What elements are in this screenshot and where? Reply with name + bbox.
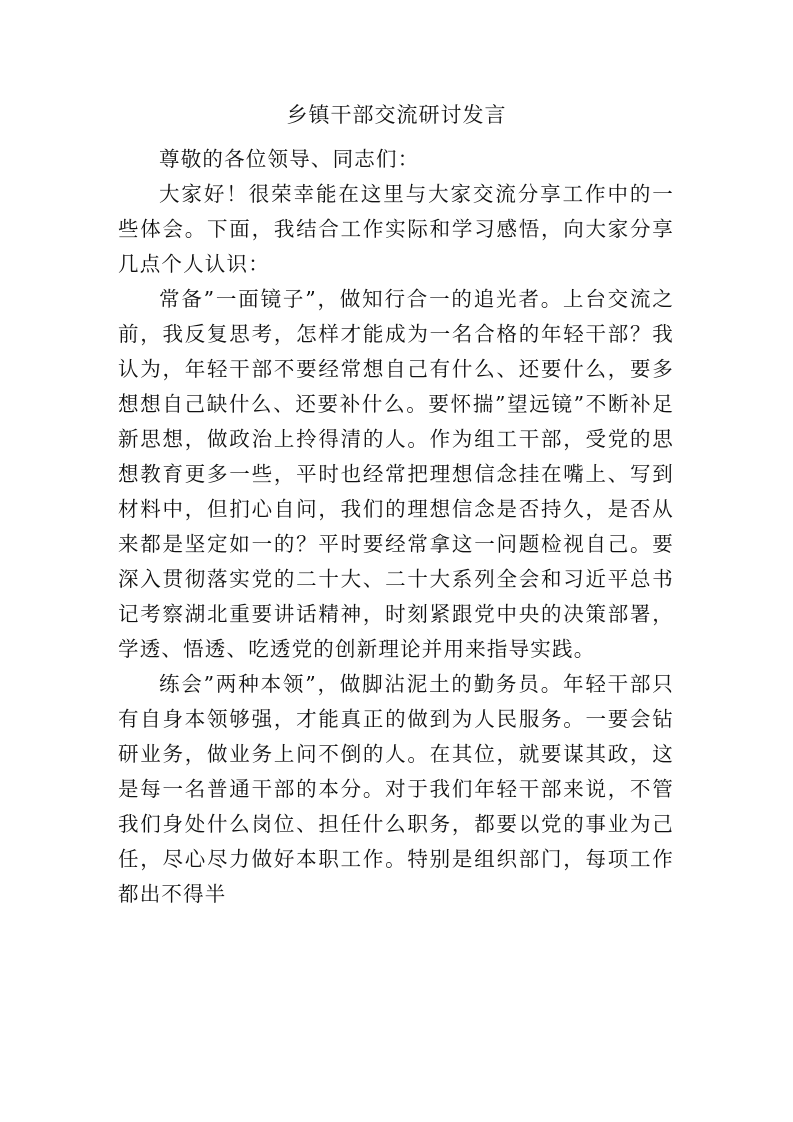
document-title: 乡镇干部交流研讨发言 bbox=[286, 103, 507, 127]
salutation: 尊敬的各位领导、同志们： bbox=[159, 147, 420, 171]
paragraph-mirror: 常备”一面镜子”，做知行合一的追光者。上台交流之前，我反复思考，怎样才能成为一名合格的年轻干部？我认为，年轻干部不要经常想自己有什么、还要什么，要多想想自己缺什么、还要补什么。要怀揣”望远镜”不断补足新思想，做政治上拎得清的人。作为组工干部，受党的思想教育更多一些，平时也经常把理想信念挂在嘴上、写到材料中，但扪心自问，我们的理想信念是否持久，是否从来都是坚定如一的？平时要经常拿这一问题检视自己。要深入贯彻落实党的二十大、二十大系列全会和习近平总书记考察湖北重要讲话精神，时刻紧跟党中央的决策部署，学透、悟透、吃透党的创新理论并用来指导实践。 bbox=[118, 287, 674, 661]
paragraph-greeting: 大家好！很荣幸能在这里与大家交流分享工作中的一些体会。下面，我结合工作实际和学习感悟，向大家分享几点个人认识： bbox=[118, 182, 674, 276]
paragraph-skills: 练会”两种本领”，做脚沾泥土的勤务员。年轻干部只有自身本领够强，才能真正的做到为人民服务。一要会钻研业务，做业务上问不倒的人。在其位，就要谋其政，这是每一名普通干部的本分。对于我们年轻干部来说，不管我们身处什么岗位、担任什么职务，都要以党的事业为己任，尽心尽力做好本职工作。特别是组织部门，每项工作都出不得半 bbox=[118, 672, 674, 906]
document-body bbox=[118, 142, 674, 912]
